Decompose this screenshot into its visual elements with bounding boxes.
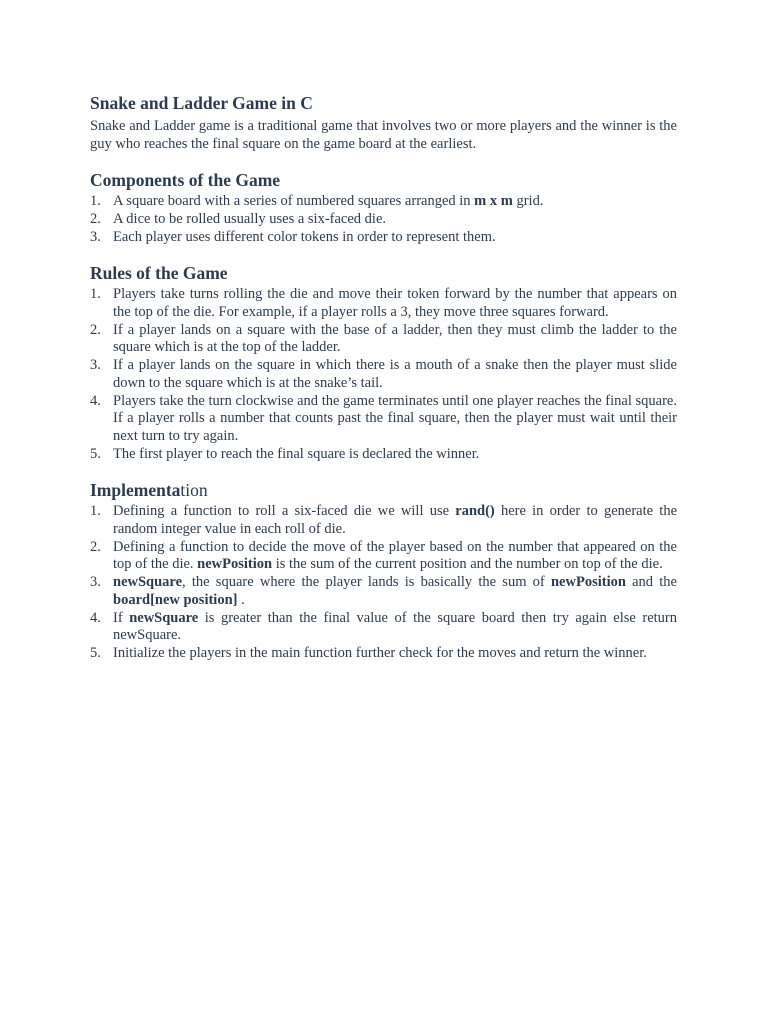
item-text-bold: newSquare [113, 574, 183, 591]
item-text-bold: rand() [455, 503, 495, 520]
list-item [90, 539, 677, 574]
item-text: . [237, 591, 245, 608]
implementation-heading [90, 479, 677, 501]
heading-light-part: tion [180, 480, 208, 501]
list-number: 5. [90, 644, 101, 661]
item-text: Each player uses different color tokens in order to represent them. [113, 228, 496, 245]
list-item [90, 610, 677, 645]
document-page [90, 92, 677, 663]
list-item [90, 574, 677, 609]
item-text: , the square where the player lands is basically the sum of [182, 574, 551, 591]
document-title: Snake and Ladder Game in C [90, 93, 313, 113]
item-text-bold: board[new position] [113, 591, 238, 608]
components-heading: Components of the Game [90, 170, 281, 191]
list-number: 2. [90, 538, 101, 555]
rules-list [90, 286, 677, 463]
item-text: and the [625, 574, 677, 591]
list-item [90, 446, 677, 464]
item-text: If a player lands on the square in which there is a mouth of a snake then the player must slide down to the square which is at the snake’s tail. [113, 357, 677, 391]
item-text: grid. [512, 193, 544, 210]
list-number: 3. [90, 574, 101, 591]
list-item [90, 503, 677, 538]
list-number: 4. [90, 609, 101, 626]
components-list [90, 193, 677, 246]
item-text: is greater than the final value of the square board then try again else return newSquare. [113, 609, 677, 644]
item-text: A dice to be rolled usually uses a six-faced die. [113, 210, 387, 227]
rules-heading: Rules of the Game [90, 263, 228, 284]
list-number: 2. [90, 321, 101, 338]
intro-paragraph: Snake and Ladder game is a traditional game that involves two or more players and the winner is the guy who reaches the final square on the game board at the earliest. [90, 118, 677, 152]
list-item [90, 322, 677, 357]
implementation-list [90, 503, 677, 662]
list-number: 5. [90, 445, 101, 462]
list-number: 1. [90, 193, 101, 210]
list-item [90, 193, 677, 211]
item-text-bold: newPosition [197, 556, 273, 573]
list-number: 4. [90, 392, 101, 409]
item-text: here in order to generate the random integer value in each roll of die. [113, 503, 678, 538]
item-text: Defining a function to decide the move of the player based on the number that appeared on the top of the die. [113, 538, 677, 573]
list-item [90, 211, 677, 229]
list-number: 3. [90, 357, 101, 374]
list-number: 3. [90, 228, 101, 245]
item-text-bold: m x m [474, 193, 513, 210]
list-item [90, 393, 677, 446]
item-text: is the sum of the current position and the number on top of the die. [272, 556, 663, 573]
item-text: Players take the turn clockwise and the game terminates until one player reaches the final square. If a player rolls a number that counts past the final square, then the player must wait until their next turn to try again. [113, 392, 677, 444]
item-text: Players take turns rolling the die and move their token forward by the number that appears on the top of the die. For example, if a player rolls a 3, they move three squares forward. [113, 286, 677, 320]
list-item [90, 229, 677, 247]
list-item [90, 357, 677, 392]
list-item [90, 286, 677, 321]
item-text: A square board with a series of numbered squares arranged in [113, 193, 475, 210]
item-text: The first player to reach the final square is declared the winner. [113, 445, 480, 462]
item-text-bold: newPosition [550, 574, 626, 591]
list-number: 1. [90, 286, 101, 303]
item-text: Initialize the players in the main function further check for the moves and return the winner. [113, 644, 647, 661]
item-text: Defining a function to roll a six-faced die we will use [113, 503, 456, 520]
list-item [90, 645, 677, 663]
item-text-bold: newSquare [129, 609, 199, 626]
heading-bold-part: Implementa [90, 480, 181, 501]
item-text: If [113, 609, 130, 626]
item-text: If a player lands on a square with the base of a ladder, then they must climb the ladder to the square which is at the top of the ladder. [113, 321, 677, 356]
list-number: 1. [90, 503, 101, 520]
list-number: 2. [90, 210, 101, 227]
